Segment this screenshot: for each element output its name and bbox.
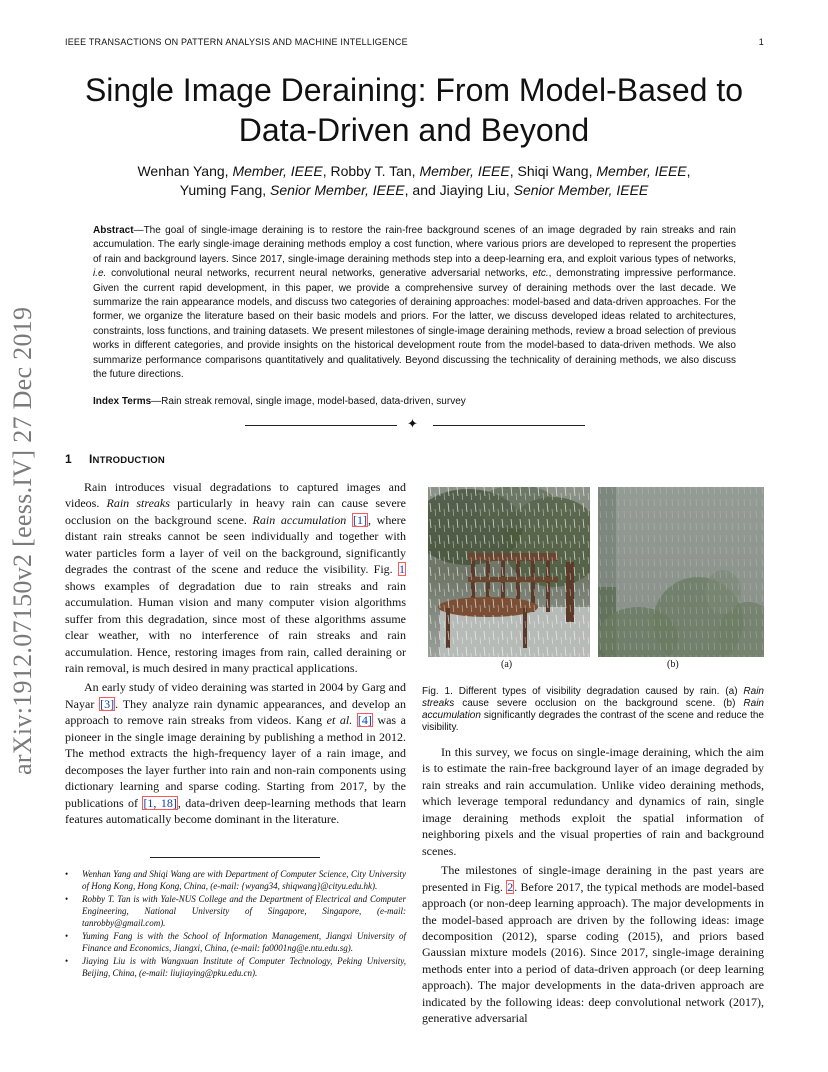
title-line-2: Data-Driven and Beyond: [238, 112, 590, 148]
arxiv-stamp: arXiv:1912.07150v2 [eess.IV] 27 Dec 2019: [8, 306, 37, 775]
author-role: Senior Member, IEEE: [513, 182, 649, 198]
right-column: [422, 744, 764, 1027]
footnotes: [65, 868, 406, 980]
caption-text: significantly degrades the contrast of the scene and reduce the visibility.: [422, 710, 764, 733]
abstract-text: etc.: [532, 268, 549, 280]
author-role: Member, IEEE: [419, 163, 510, 179]
footnote: [65, 930, 406, 954]
text: . Before 2017, the typical methods are model-based approach (or non-deep learning approach). The major developments in the model-based approach are driven by the following ideas: image decomposition (2012), sparse coding (2015), and priors based Gaussian mixture models (2016). Since 2017, single-image deraining methods enter into a period of data-driven approach (or deep learning approach). The major developments in the data-driven approach are indicated by the following ideas: deep convolutional network (2017), generative adversarial: [422, 879, 764, 1026]
abstract-text: convolutional neural networks, recurrent neural networks, generative adversarial networks,: [106, 268, 533, 280]
section-divider: [245, 416, 585, 433]
figure-caption: [422, 686, 764, 734]
emphasis: et al.: [326, 713, 353, 728]
author-name: Wenhan Yang,: [137, 163, 233, 179]
section-initial: I: [89, 452, 93, 466]
bullet-icon: •: [65, 956, 69, 966]
footnote: [65, 955, 406, 979]
text: , data-driven deep-learning methods that learn features automatically become dominant in the literature.: [65, 795, 407, 827]
text: Rain introduces visual degradations to captured images and videos.: [65, 480, 406, 511]
text: , where distant rain streaks cannot be seen individually and together with water particles form a layer of veil on the background, significantly degrades the contrast of the scene and reduce the visibility. Fig.: [65, 512, 406, 577]
emphasis: Rain accumulation: [252, 512, 347, 527]
author-name: , and Jiaying Liu,: [404, 182, 514, 198]
figure-1: [428, 487, 764, 657]
rain-streaks-photo: [428, 487, 590, 657]
author-role: Member, IEEE: [596, 163, 687, 179]
figure-link[interactable]: 2: [507, 879, 514, 894]
index-terms-text: —Rain streak removal, single image, model-based, data-driven, survey: [151, 396, 466, 407]
bullet-icon: •: [65, 894, 69, 904]
author-name: , Robby T. Tan,: [322, 163, 420, 179]
page-number: 1: [758, 37, 764, 47]
emphasis: Rain streaks: [422, 686, 764, 709]
paragraph: [65, 479, 406, 676]
caption-text: Fig. 1. Different types of visibility degradation caused by rain. (a): [422, 686, 744, 697]
text: . They analyze rain dynamic appearances, and develop an approach to remove rain streaks from videos. Kang: [65, 696, 406, 728]
subfigure-label-b: (b): [667, 659, 679, 670]
citation-link[interactable]: [1, 18]: [143, 795, 177, 810]
divider-rule-left: [245, 425, 397, 426]
footnote-rule: [150, 857, 320, 858]
figure-link[interactable]: 1: [399, 562, 405, 577]
paper-title: [60, 70, 768, 150]
footnote-text: Yuming Fang is with the School of Information Management, Jiangxi University of Finance and Economics, Jiangxi, China, (e-mail: fa0001ng@e.ntu.edu.sg).: [82, 931, 406, 953]
paragraph: [422, 862, 764, 1027]
footnote-text: Wenhan Yang and Shiqi Wang are with Department of Computer Science, City University of Hong Kong, Hong Kong, China, (e-mail: {wyang34, shiqwang}@cityu.edu.hk).: [82, 869, 406, 891]
index-terms-label: Index Terms: [93, 396, 152, 407]
divider-star-icon: ✦: [407, 416, 418, 431]
running-header: IEEE TRANSACTIONS ON PATTERN ANALYSIS AND MACHINE INTELLIGENCE: [65, 37, 408, 47]
author-role: Member, IEEE: [232, 163, 323, 179]
author-name: Yuming Fang,: [179, 182, 271, 198]
citation-link[interactable]: [1]: [352, 512, 367, 527]
section-heading: [65, 452, 165, 466]
caption-text: cause severe occlusion on the background scene. (b): [454, 698, 744, 709]
emphasis: Rain streaks: [106, 496, 170, 511]
bullet-icon: •: [65, 931, 69, 941]
index-terms: [93, 395, 736, 409]
divider-rule-right: [433, 425, 585, 426]
paragraph: In this survey, we focus on single-image deraining, which the aim is to estimate the rain-free background layer of an image degraded by rain streaks and rain accumulation. Unlike video deraining methods, which leverage temporal redundancy and dynamics of rain, single image deraining methods exploit the spatial information of neighboring pixels and the visual properties of rain and background scenes.: [422, 745, 764, 858]
left-column: [65, 479, 406, 828]
text: shows examples of degradation due to rain streaks and rain accumulation. Human vision and many computer vision algorithms suffer from this degradation, since most of these algorithms assume clear weather, with no interference of rain streaks and rain accumulation. Hence, restoring images from rain, called deraining or rain removal, is much desired in many practical applications.: [65, 578, 406, 675]
footnote-text: Jiaying Liu is with Wangxuan Institute of Computer Technology, Peking University, Beijing, China, (e-mail: liujiaying@pku.edu.cn).: [82, 956, 406, 978]
text: An early study of video deraining was started in 2004 by Garg and Nayar: [65, 680, 406, 711]
abstract-text: —The goal of single-image deraining is to restore the rain-free background scenes of an image degraded by rain streaks and rain accumulation. The early single-image deraining methods employ a cost function, where various priors are developed to represent the properties of rain and background layers. Since 2017, single-image deraining methods step into a deep-learning era, and exploit various types of networks,: [93, 225, 736, 265]
abstract-label: Abstract: [93, 225, 134, 236]
footnote: [65, 893, 406, 929]
abstract-text: , demonstrating impressive performance. Given the current rapid development, in this paper, we provide a comprehensive survey of deraining methods over the last decade. We summarize the rain appearance models, and discuss two categories of deraining approaches: model-based and data-driven approaches. For the former, we organize the literature based on their basic models and priors. For the latter, we discuss developed ideas related to architectures, constraints, loss functions, and training datasets. We present milestones of single-image deraining methods, review a broad selection of previous works in different categories, and provide insights on the historical development route from the model-based to data-driven methods. We also summarize performance comparisons quantitatively and qualitatively. Beyond discussing the technicality of deraining methods, we also discuss the future directions.: [93, 268, 736, 381]
author-sep: ,: [686, 163, 691, 179]
footnote-text: Robby T. Tan is with Yale-NUS College and the Department of Electrical and Computer Engineering, National University of Singapore, Singapore, (e-mail: tanrobby@gmail.com).: [82, 894, 406, 928]
title-line-1: Single Image Deraining: From Model-Based to: [84, 72, 744, 108]
section-title: NTRODUCTION: [92, 455, 165, 466]
paragraph: [65, 679, 406, 827]
author-name: , Shiqi Wang,: [509, 163, 597, 179]
text: particularly in heavy rain can cause severe occlusion on the background scene.: [65, 496, 406, 527]
footnote: [65, 868, 406, 892]
abstract: [93, 224, 736, 382]
emphasis: Rain accumulation: [422, 698, 764, 721]
bullet-icon: •: [65, 869, 69, 879]
subfigure-label-a: (a): [501, 659, 513, 670]
author-role: Senior Member, IEEE: [270, 182, 405, 198]
author-list: [60, 162, 768, 200]
text: The milestones of single-image deraining in the past years are presented in Fig.: [422, 863, 764, 894]
text: was a pioneer in the single image deraining by publishing a method in 2012. The method extracts the high-frequency layer of a rain image, and decomposes the layer further into rain and non-rain components using dictionary learning and sparse coding. Starting from 2017, by the publications of: [65, 713, 406, 810]
citation-link[interactable]: [3]: [100, 696, 115, 711]
section-number: 1: [65, 452, 72, 466]
rain-accumulation-photo: [598, 487, 764, 657]
citation-link[interactable]: [4]: [357, 713, 372, 728]
abstract-text: i.e.: [93, 268, 107, 280]
